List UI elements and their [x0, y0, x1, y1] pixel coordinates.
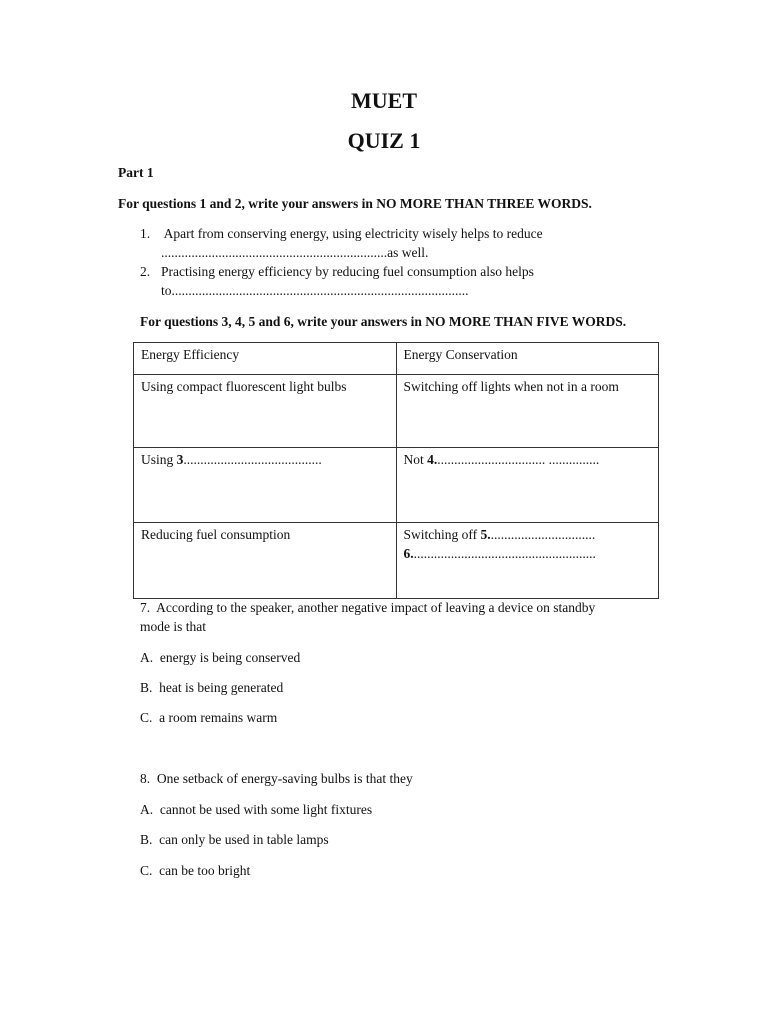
table-cell: Reducing fuel consumption: [134, 523, 397, 599]
answer-blank-line: ...................................................................as well.: [161, 244, 429, 260]
question-2: [140, 263, 534, 301]
table-header-cell: Energy Conservation: [396, 343, 659, 375]
table-cell: [396, 523, 659, 599]
question-number: 6.: [403, 545, 414, 561]
question-text-line: Practising energy efficiency by reducing fuel consumption also helps: [161, 264, 534, 279]
question-number: 4.: [427, 452, 438, 467]
answer-blank: ......................................................: [413, 545, 596, 561]
option-7b: B. heat is being generated: [140, 680, 284, 695]
table-header-cell: Energy Efficiency: [134, 343, 397, 375]
question-text-line: Apart from conserving energy, using electricity wisely helps to reduce: [161, 226, 543, 241]
cell-text: Not: [403, 452, 428, 467]
question-1: [140, 225, 543, 263]
table-row: [134, 375, 659, 448]
cell-text: Using: [141, 452, 177, 467]
answer-table: [133, 342, 659, 599]
table-cell: Using compact fluorescent light bulbs: [134, 375, 397, 448]
page-subtitle: QUIZ 1: [347, 128, 421, 153]
answer-blank-line: to........................................................................................: [161, 282, 469, 298]
answer-blank: .........................................: [183, 452, 322, 467]
table-row: [134, 448, 659, 523]
option-7a: A. energy is being conserved: [140, 650, 301, 665]
question-number: 3: [176, 452, 184, 467]
answer-blank: ...............................: [490, 527, 596, 542]
option-8c: C. can be too bright: [140, 863, 251, 878]
option-7c: C. a room remains warm: [140, 710, 278, 725]
table-cell: Switching off lights when not in a room: [396, 375, 659, 448]
cell-text: Switching off: [403, 527, 481, 542]
question-number: 2.: [140, 264, 151, 279]
option-8b: B. can only be used in table lamps: [140, 832, 329, 847]
option-8a: A. cannot be used with some light fixtures: [140, 802, 373, 817]
table-cell: [134, 448, 397, 523]
page-title: MUET: [351, 88, 417, 113]
question-number: 1.: [140, 226, 151, 241]
table-header-row: [134, 343, 659, 375]
instruction-q1-q2: For questions 1 and 2, write your answers in NO MORE THAN THREE WORDS.: [118, 196, 592, 211]
table-cell: [396, 448, 659, 523]
table-row: [134, 523, 659, 599]
answer-blank: ................................ ...............: [437, 452, 600, 467]
instruction-q3-q6: For questions 3, 4, 5 and 6, write your answers in NO MORE THAN FIVE WORDS.: [140, 314, 627, 329]
question-7-line2: mode is that: [140, 619, 206, 634]
part-label: Part 1: [118, 165, 154, 180]
question-7-line1: 7. According to the speaker, another negative impact of leaving a device on standby: [140, 600, 596, 615]
question-8: 8. One setback of energy-saving bulbs is that they: [140, 771, 413, 786]
question-number: 5.: [480, 527, 491, 542]
